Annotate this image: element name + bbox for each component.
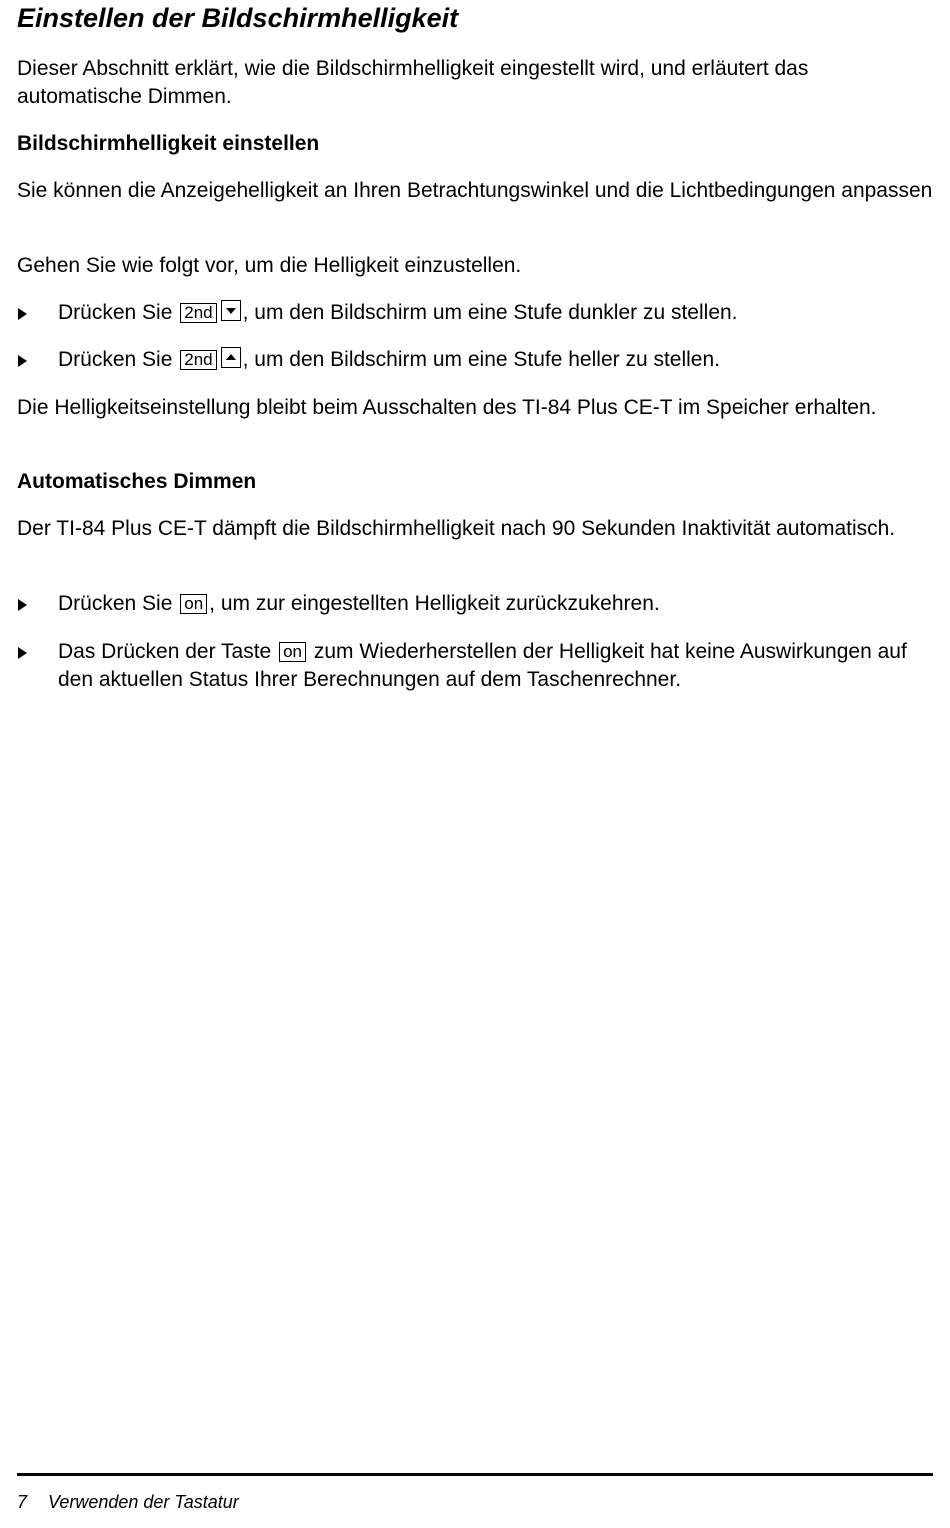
bullet-restore-suffix: , um zur eingestellten Helligkeit zurückzukehren. bbox=[209, 592, 660, 615]
bullet-no-effect-text bbox=[58, 638, 933, 694]
up-arrow-key-icon bbox=[221, 347, 241, 368]
auto-dim-description: Der TI-84 Plus CE-T dämpft die Bildschirmhelligkeit nach 90 Sekunden Inaktivität automatisch. bbox=[17, 517, 896, 540]
page-footer bbox=[17, 1490, 239, 1514]
bullet-darker-suffix: , um den Bildschirm um eine Stufe dunkler zu stellen. bbox=[242, 301, 738, 324]
bullet-no-effect-suffix: zum Wiederherstellen der Helligkeit hat keine Auswirkungen auf den aktuellen Status Ihrer Berechnungen auf dem Taschenrechner. bbox=[58, 640, 907, 691]
bullet-marker-icon bbox=[18, 355, 27, 367]
bullet-brighter-text bbox=[58, 346, 933, 374]
bullet-brighter-prefix: Drücken Sie bbox=[58, 348, 173, 371]
bullet-brighter bbox=[17, 346, 933, 374]
bullet-no-effect bbox=[17, 638, 933, 694]
bullet-marker-icon bbox=[18, 308, 27, 320]
key-on: on bbox=[180, 594, 207, 614]
key-on: on bbox=[279, 642, 306, 662]
bullet-marker-icon bbox=[18, 647, 27, 659]
brightness-memory-note: Die Helligkeitseinstellung bleibt beim Ausschalten des TI-84 Plus CE-T im Speicher erhalten. bbox=[17, 396, 877, 419]
page-number: 7 bbox=[17, 1492, 28, 1512]
section-heading-brightness: Bildschirmhelligkeit einstellen bbox=[17, 132, 320, 155]
key-2nd: 2nd bbox=[180, 350, 216, 370]
bullet-marker-icon bbox=[18, 599, 27, 611]
intro-paragraph: Dieser Abschnitt erklärt, wie die Bildschirmhelligkeit eingestellt wird, und erläutert das automatische Dimmen. bbox=[17, 57, 809, 108]
bullet-no-effect-prefix: Das Drücken der Taste bbox=[58, 640, 272, 663]
bullet-darker bbox=[17, 299, 933, 327]
brightness-instruction: Gehen Sie wie folgt vor, um die Helligkeit einzustellen. bbox=[17, 254, 522, 277]
bullet-darker-text bbox=[58, 299, 933, 327]
bullet-restore-text bbox=[58, 590, 933, 618]
bullet-restore-prefix: Drücken Sie bbox=[58, 592, 173, 615]
footer-divider bbox=[17, 1473, 933, 1476]
key-2nd: 2nd bbox=[180, 303, 216, 323]
down-arrow-key-icon bbox=[221, 300, 241, 321]
section-heading-auto-dim: Automatisches Dimmen bbox=[17, 470, 257, 493]
bullet-brighter-suffix: , um den Bildschirm um eine Stufe heller zu stellen. bbox=[242, 348, 721, 371]
bullet-darker-prefix: Drücken Sie bbox=[58, 301, 173, 324]
bullet-restore bbox=[17, 590, 933, 618]
brightness-description: Sie können die Anzeigehelligkeit an Ihren Betrachtungswinkel und die Lichtbedingungen anpassen bbox=[17, 179, 933, 202]
page-title: Einstellen der Bildschirmhelligkeit bbox=[17, 3, 459, 33]
footer-section-title: Verwenden der Tastatur bbox=[48, 1492, 239, 1512]
